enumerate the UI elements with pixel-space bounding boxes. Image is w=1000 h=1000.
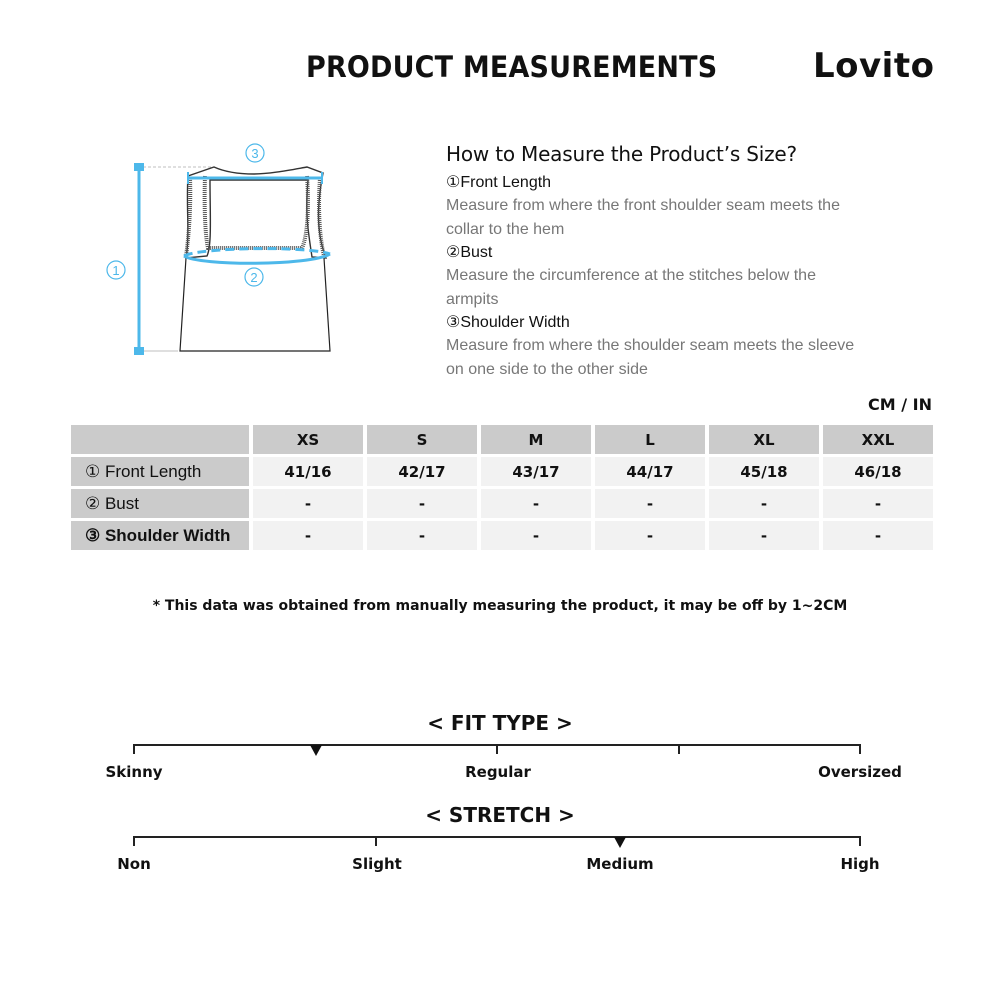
row-label: ③ Shoulder Width bbox=[71, 521, 249, 550]
table-cell: 44/17 bbox=[595, 457, 705, 486]
scale-tick bbox=[133, 744, 135, 754]
scale-tick bbox=[859, 836, 861, 846]
shoulder-desc-1: Measure from where the shoulder seam meets the sleeve bbox=[446, 337, 855, 354]
table-cell: - bbox=[595, 521, 705, 550]
page-title: PRODUCT MEASUREMENTS bbox=[306, 50, 718, 84]
fit-label-oversized: Oversized bbox=[818, 763, 902, 781]
brand-logo: Lovito bbox=[813, 46, 935, 86]
scale-tick bbox=[678, 744, 680, 754]
fit-type-title: < FIT TYPE > bbox=[427, 711, 573, 735]
scale-tick bbox=[375, 836, 377, 846]
scale-tick bbox=[133, 836, 135, 846]
table-cell: 45/18 bbox=[709, 457, 819, 486]
fit-label-skinny: Skinny bbox=[105, 763, 163, 781]
fit-label-regular: Regular bbox=[465, 763, 531, 781]
col-header: M bbox=[481, 425, 591, 454]
stretch-label-medium: Medium bbox=[586, 855, 654, 873]
col-header: XS bbox=[253, 425, 363, 454]
table-row bbox=[71, 489, 933, 518]
table-cell: 41/16 bbox=[253, 457, 363, 486]
table-row bbox=[71, 457, 933, 486]
row-label: ① Front Length bbox=[71, 457, 249, 486]
row-label: ② Bust bbox=[71, 489, 249, 518]
col-header: XL bbox=[709, 425, 819, 454]
table-cell: - bbox=[253, 489, 363, 518]
stretch-label-high: High bbox=[840, 855, 880, 873]
table-cell: 42/17 bbox=[367, 457, 477, 486]
svg-text:1: 1 bbox=[112, 263, 120, 278]
table-cell: - bbox=[709, 521, 819, 550]
size-table bbox=[67, 422, 937, 553]
table-cell: - bbox=[823, 489, 933, 518]
front-length-desc-2: collar to the hem bbox=[446, 221, 565, 238]
table-cell: 43/17 bbox=[481, 457, 591, 486]
table-cell: 46/18 bbox=[823, 457, 933, 486]
table-cell: - bbox=[481, 489, 591, 518]
table-cell: - bbox=[367, 489, 477, 518]
stretch-label-non: Non bbox=[117, 855, 151, 873]
measurement-note: * This data was obtained from manually measuring the product, it may be off by 1~2CM bbox=[152, 598, 848, 614]
instructions-heading: How to Measure the Product’s Size? bbox=[446, 142, 797, 166]
measure-instructions bbox=[446, 142, 906, 382]
col-header: S bbox=[367, 425, 477, 454]
stretch-label-slight: Slight bbox=[352, 855, 402, 873]
table-cell: - bbox=[823, 521, 933, 550]
shoulder-desc-2: on one side to the other side bbox=[446, 361, 648, 378]
svg-text:2: 2 bbox=[250, 270, 258, 285]
stretch-marker-icon bbox=[614, 837, 626, 848]
tank-top-diagram bbox=[100, 140, 350, 370]
col-header: L bbox=[595, 425, 705, 454]
table-cell: - bbox=[709, 489, 819, 518]
front-length-title: ①Front Length bbox=[446, 174, 552, 191]
table-cell: - bbox=[595, 489, 705, 518]
corner-cell bbox=[71, 425, 249, 454]
col-header: XXL bbox=[823, 425, 933, 454]
table-header-row bbox=[71, 425, 933, 454]
table-cell: - bbox=[253, 521, 363, 550]
table-cell: - bbox=[367, 521, 477, 550]
shoulder-title: ③Shoulder Width bbox=[446, 314, 570, 331]
table-row bbox=[71, 521, 933, 550]
front-length-desc-1: Measure from where the front shoulder seam meets the bbox=[446, 197, 840, 214]
scale-tick bbox=[859, 744, 861, 754]
fit-type-marker-icon bbox=[310, 745, 322, 756]
table-cell: - bbox=[481, 521, 591, 550]
stretch-title: < STRETCH > bbox=[425, 803, 575, 827]
scale-tick bbox=[496, 744, 498, 754]
bust-desc-1: Measure the circumference at the stitches below the bbox=[446, 267, 816, 284]
stretch-scale-line bbox=[133, 836, 861, 838]
unit-label: CM / IN bbox=[868, 395, 932, 414]
svg-text:3: 3 bbox=[251, 146, 259, 161]
bust-desc-2: armpits bbox=[446, 291, 499, 308]
bust-title: ②Bust bbox=[446, 244, 493, 261]
